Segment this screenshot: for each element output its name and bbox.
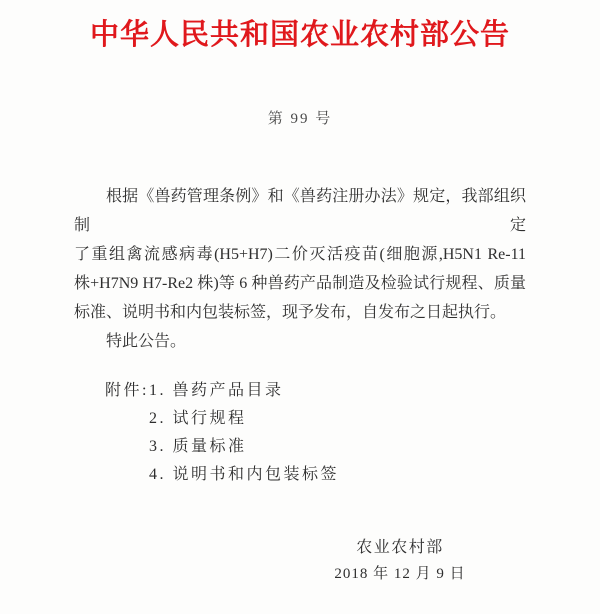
closing-line: 特此公告。	[106, 333, 187, 350]
main-paragraph	[74, 182, 526, 327]
body-line: 标准、说明书和内包装标签，现予发布，自发布之日起执行。	[74, 304, 507, 321]
body-line: 了重组禽流感病毒(H5+H7)二价灭活疫苗(细胞源,H5N1 Re-11	[74, 246, 526, 263]
attachments-label: 附件:	[105, 382, 149, 399]
document-title: 中华人民共和国农业农村部公告	[89, 19, 510, 51]
attachment-item: 1. 兽药产品目录	[148, 382, 284, 399]
body-line: 株+H7N9 H7-Re2 株)等 6 种兽药产品制造及检验试行规程、质量	[74, 275, 526, 292]
issuer-name: 农业农村部	[356, 539, 444, 556]
signature-block	[318, 534, 482, 588]
attachment-row	[105, 377, 526, 405]
document-number: 第 99 号	[267, 111, 333, 127]
document-body	[74, 182, 526, 489]
attachment-item: 4. 说明书和内包装标签	[149, 466, 340, 483]
issue-date: 2018 年 12 月 9 日	[334, 566, 466, 582]
attachment-item: 3. 质量标准	[149, 438, 247, 455]
body-line: 根据《兽药管理条例》和《兽药注册办法》规定，我部组织制定	[74, 188, 526, 234]
attachment-item: 2. 试行规程	[149, 410, 247, 427]
attachments-list	[74, 377, 526, 489]
